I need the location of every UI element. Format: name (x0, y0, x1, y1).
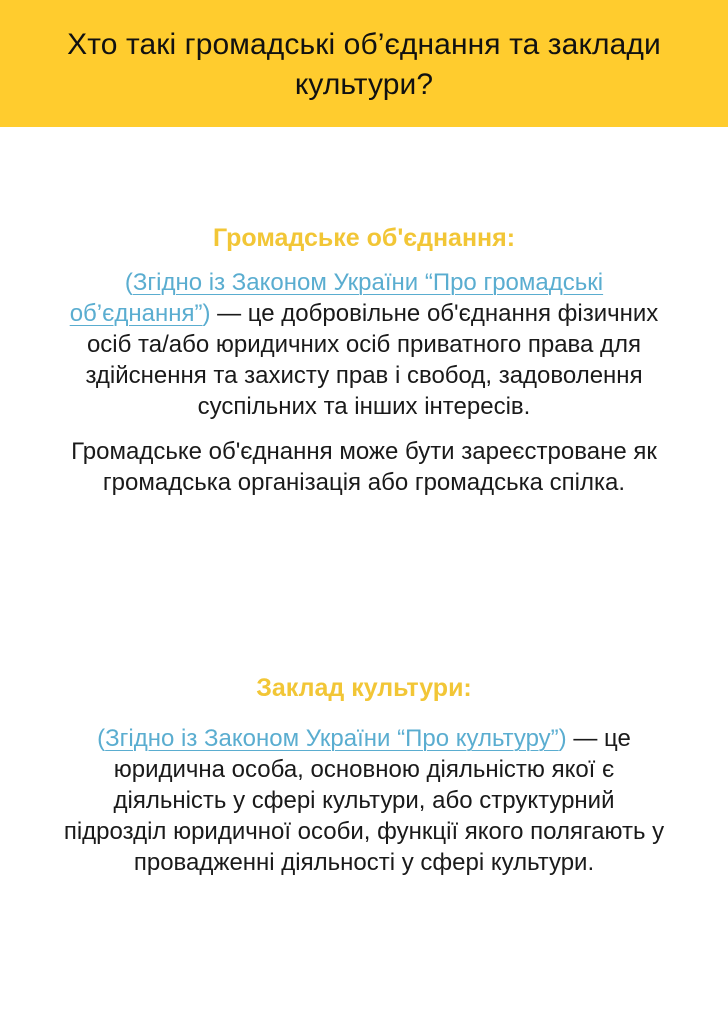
open-paren: ( (97, 725, 106, 752)
section-public-association (60, 222, 668, 498)
close-paren: ) (202, 300, 211, 327)
page-title: Хто такі громадські об’єднання та заклади культури? (67, 27, 661, 101)
definition-text: — це юридична особа, основною діяльністю якої є діяльність у сфері культури, або структурний підрозділ юридичної особи, функції якого полягають у провадженні діяльності у сфері культури. (63, 725, 665, 876)
section-cultural-institution (60, 672, 668, 878)
close-paren: ) (558, 725, 567, 752)
section-heading: Громадське об'єднання: (212, 224, 516, 252)
definition-paragraph (60, 723, 668, 878)
title-banner (0, 0, 728, 127)
definition-text: — це добровільне об'єднання фізичних осіб та/або юридичних осіб приватного права для здійснення та захисту прав і свобод, задоволення суспільних та інших інтересів. (85, 300, 659, 420)
law-link-culture[interactable]: Згідно із Законом України “Про культуру” (105, 725, 559, 752)
definition-paragraph (60, 267, 668, 422)
law-link-public-associations[interactable]: Згідно із Законом України “Про громадські об’єднання” (69, 269, 604, 327)
section-heading: Заклад культури: (256, 674, 472, 702)
open-paren: ( (124, 269, 133, 296)
registration-note: Громадське об'єднання може бути зареєстроване як громадська організація або громадська спілка. (71, 438, 657, 496)
